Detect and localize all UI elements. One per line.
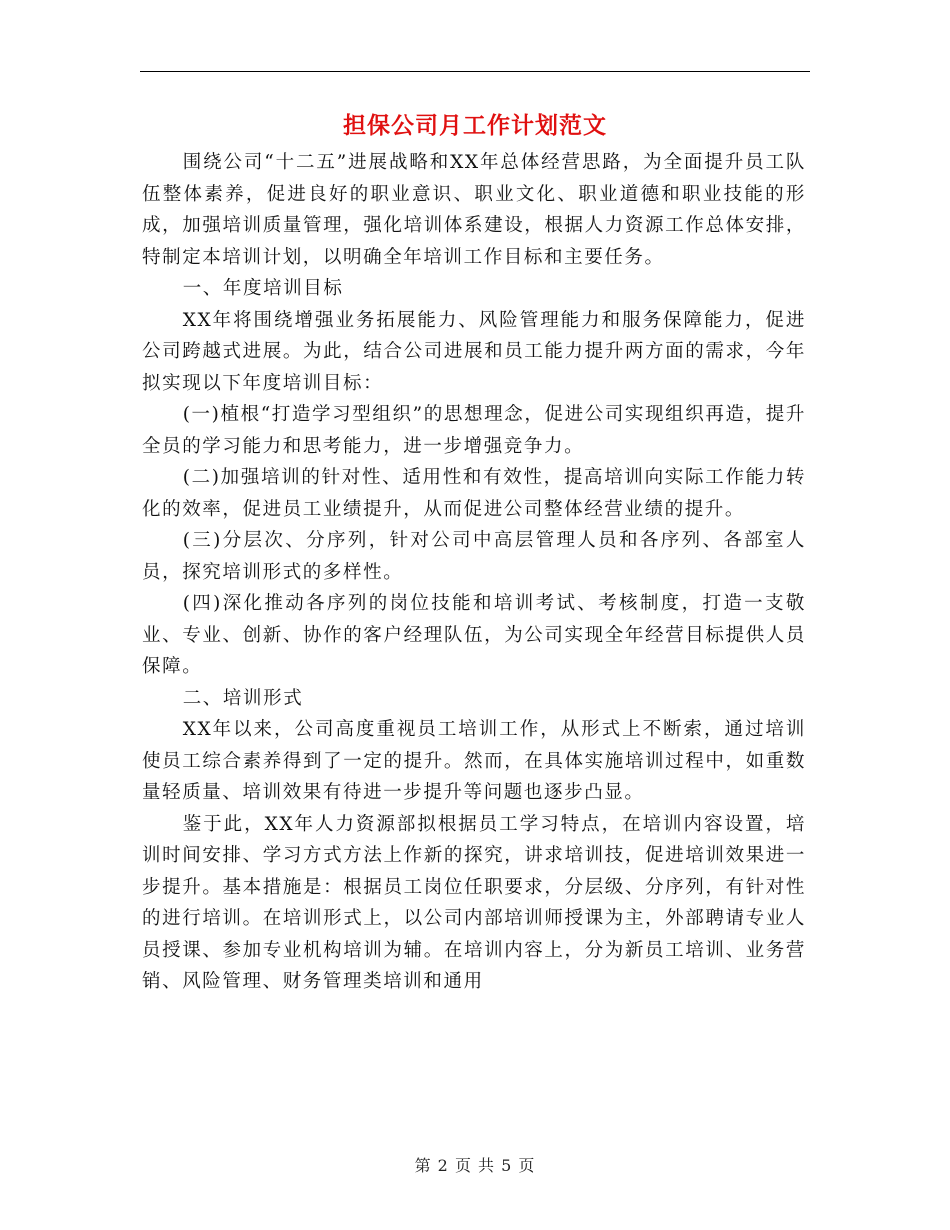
header-rule xyxy=(140,71,810,72)
document-title: 担保公司月工作计划范文 xyxy=(343,113,607,139)
document-body xyxy=(142,147,806,998)
forms-paragraph-2: 鉴于此，XX年人力资源部拟根据员工学习特点，在培训内容设置，培训时间安排、学习方式方法上作新的探究，讲求培训技，促进培训效果进一步提升。基本措施是：根据员工岗位任职要求，分层级、分序列，有针对性的进行培训。在培训形式上，以公司内部培训师授课为主，外部聘请专业人员授课、参加专业机构培训为辅。在培训内容上，分为新员工培训、业务营销、风险管理、财务管理类培训和通用 xyxy=(142,813,806,992)
goal-item-1: (一)植根“打造学习型组织”的思想理念，促进公司实现组织再造，提升全员的学习能力和思考能力，进一步增强竞争力。 xyxy=(142,404,806,457)
section-heading-training-forms: 二、培训形式 xyxy=(182,687,304,709)
forms-paragraph-1: XX年以来，公司高度重视员工培训工作，从形式上不断索，通过培训使员工综合素养得到了一定的提升。然而，在具体实施培训过程中，如重数量轻质量、培训效果有待进一步提升等问题也逐步凸显。 xyxy=(142,719,806,803)
goal-item-4: (四)深化推动各序列的岗位技能和培训考试、考核制度，打造一支敬业、专业、创新、协作的客户经理队伍，为公司实现全年经营目标提供人员保障。 xyxy=(142,593,806,677)
intro-paragraph: 围绕公司“十二五”进展战略和XX年总体经营思路，为全面提升员工队伍整体素养，促进良好的职业意识、职业文化、职业道德和职业技能的形成，加强培训质量管理，强化培训体系建设，根据人力资源工作总体安排，特制定本培训计划，以明确全年培训工作目标和主要任务。 xyxy=(142,152,806,268)
goal-item-2: (二)加强培训的针对性、适用性和有效性，提高培训向实际工作能力转化的效率，促进员工业绩提升，从而促进公司整体经营业绩的提升。 xyxy=(142,467,806,520)
section-heading-training-goals: 一、年度培训目标 xyxy=(182,278,344,299)
goal-item-3: (三)分层次、分序列，针对公司中高层管理人员和各序列、各部室人员，探究培训形式的多样性。 xyxy=(142,530,806,583)
page-number: 第 2 页 共 5 页 xyxy=(414,1156,536,1175)
goals-paragraph: XX年将围绕增强业务拓展能力、风险管理能力和服务保障能力，促进公司跨越式进展。为此，结合公司进展和员工能力提升两方面的需求，今年拟实现以下年度培训目标： xyxy=(142,309,806,394)
